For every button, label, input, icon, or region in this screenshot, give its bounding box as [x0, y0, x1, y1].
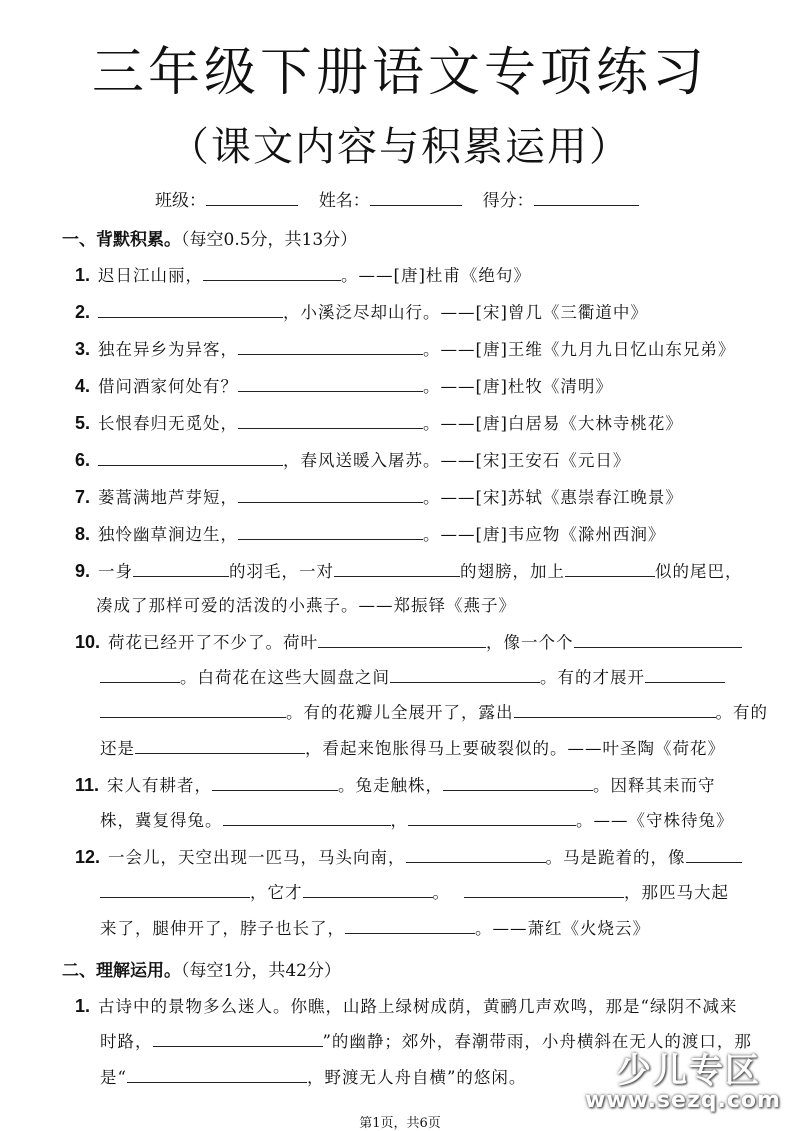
question-text: ，那匹马大起: [624, 883, 729, 902]
question-text: 一身: [98, 562, 134, 581]
section-1-note: （每空0.5分，共13分）: [181, 230, 358, 250]
score-label: 得分：: [482, 191, 534, 211]
question-text: 的羽毛，一对: [229, 562, 335, 581]
question-text: 。有的: [715, 703, 768, 722]
question-text: 独怜幽草涧边生，: [98, 525, 239, 544]
question-text: 宋人有耕者，: [107, 776, 213, 795]
question-text: 是“: [100, 1068, 127, 1087]
question-1: [75, 262, 531, 286]
question-text: 一会儿，天空出现一匹马，马头向南，: [108, 848, 406, 867]
question-number: 2.: [75, 302, 91, 322]
question-text: 。马是跪着的，像: [545, 848, 686, 867]
question-text: ，小溪泛尽却山行。——[宋]曾几《三衢道中》: [283, 303, 648, 322]
question-number: 8.: [75, 524, 91, 544]
question-text: 。因释其耒而守: [593, 776, 716, 795]
answer-blank[interactable]: [514, 701, 716, 719]
question-number: 3.: [75, 339, 91, 359]
question-text: 凑成了那样可爱的活泼的小燕子。——郑振铎《燕子》: [96, 596, 516, 615]
question-text: ，它才: [250, 883, 303, 902]
question-6: [75, 447, 630, 471]
question-11-line-2: [100, 807, 734, 831]
question-text: 。——《守株待兔》: [576, 811, 734, 830]
answer-blank[interactable]: [686, 846, 742, 864]
answer-blank[interactable]: [98, 449, 283, 467]
question-text: 古诗中的景物多么迷人。你瞧，山路上绿树成荫，黄鹂几声欢鸣，那是“绿阴不减来: [98, 997, 738, 1016]
section-1-heading: [62, 225, 357, 250]
question-9-line-2: [96, 592, 516, 616]
name-label: 姓名：: [318, 191, 370, 211]
question-text: ，: [390, 811, 408, 830]
question-4: [75, 373, 613, 397]
answer-blank[interactable]: [406, 846, 546, 864]
answer-blank[interactable]: [100, 666, 180, 684]
question-text: ”的幽静；郊外，春潮带雨，小舟横斜在无人的渡口，那: [322, 1032, 752, 1051]
question-text: ，像一个个: [486, 633, 574, 652]
answer-blank[interactable]: [645, 666, 725, 684]
question-11-line-1: [75, 772, 716, 796]
question-text: 长恨春归无觅处，: [98, 414, 239, 433]
page-title: 三年级下册语文专项练习: [91, 43, 708, 103]
question-10-line-1: [75, 629, 742, 653]
answer-blank[interactable]: [238, 523, 423, 541]
answer-blank[interactable]: [390, 666, 540, 684]
question-number: 10.: [75, 632, 101, 652]
answer-blank[interactable]: [318, 631, 486, 649]
answer-blank[interactable]: [100, 881, 250, 899]
answer-blank[interactable]: [238, 486, 423, 504]
answer-blank[interactable]: [303, 881, 433, 899]
section-2-label: 二、理解运用。: [62, 961, 181, 981]
answer-blank[interactable]: [98, 301, 283, 319]
answer-blank[interactable]: [238, 338, 423, 356]
question-text: ，野渡无人舟自横”的悠闲。: [306, 1068, 527, 1087]
question-text: 。——[唐]白居易《大林寺桃花》: [423, 414, 683, 433]
question-text: 时路，: [100, 1032, 153, 1051]
question-number: 5.: [75, 413, 91, 433]
question-text: 蒌蒿满地芦芽短，: [98, 488, 239, 507]
question-text: 来了，腿伸开了，脖子也长了，: [100, 919, 345, 938]
page-subtitle: （课文内容与积累运用）: [169, 124, 631, 170]
watermark-url: www.sezq.com: [585, 1088, 781, 1113]
part2-question-1-line-1: [75, 993, 737, 1017]
question-12-line-2: [100, 879, 729, 903]
question-12-line-3: [100, 915, 650, 939]
question-text: 。: [432, 883, 450, 902]
section-1-label: 一、背默积累。: [62, 230, 181, 250]
class-field[interactable]: [206, 188, 298, 206]
question-7: [75, 484, 683, 508]
question-12-line-1: [75, 844, 742, 868]
answer-blank[interactable]: [127, 1066, 307, 1084]
question-text: 。——[唐]王维《九月九日忆山东兄弟》: [423, 340, 736, 359]
question-text: 还是: [100, 739, 135, 758]
answer-blank[interactable]: [408, 809, 576, 827]
answer-blank[interactable]: [565, 560, 655, 578]
question-number: 11.: [75, 775, 100, 795]
question-10-line-3: [100, 699, 768, 723]
section-2-note: （每空1分，共42分）: [181, 961, 341, 981]
question-5: [75, 410, 683, 434]
question-text: 迟日江山丽，: [98, 266, 204, 285]
answer-blank[interactable]: [238, 375, 423, 393]
question-number: 9.: [75, 561, 91, 581]
question-text: 似的尾巴，: [655, 562, 743, 581]
question-text: 。白荷花在这些大圆盘之间: [180, 668, 390, 687]
answer-blank[interactable]: [100, 701, 286, 719]
answer-blank[interactable]: [443, 774, 593, 792]
question-text: 独在异乡为异客，: [98, 340, 239, 359]
question-2: [75, 299, 648, 323]
question-text: 。——[唐]杜甫《绝句》: [341, 266, 531, 285]
question-text: 株，冀复得兔。: [100, 811, 223, 830]
part2-question-1-line-3: [100, 1064, 526, 1088]
question-number: 4.: [75, 376, 91, 396]
score-field[interactable]: [534, 188, 639, 206]
question-text: 。——[宋]苏轼《惠崇春江晚景》: [423, 488, 683, 507]
answer-blank[interactable]: [334, 560, 460, 578]
question-number: 1.: [75, 265, 91, 285]
question-text: 的翅膀，加上: [460, 562, 566, 581]
question-text: ，看起来饱胀得马上要破裂似的。——叶圣陶《荷花》: [305, 739, 725, 758]
page-footer: 第1页，共6页: [359, 1116, 441, 1131]
question-10-line-2: [100, 664, 725, 688]
watermark-brand: 少儿专区: [617, 1051, 761, 1091]
name-field[interactable]: [370, 188, 462, 206]
question-number: 12.: [75, 847, 101, 867]
answer-blank[interactable]: [203, 264, 341, 282]
answer-blank[interactable]: [223, 809, 391, 827]
answer-blank[interactable]: [153, 1030, 323, 1048]
question-3: [75, 336, 735, 360]
question-text: 荷花已经开了不少了。荷叶: [108, 633, 319, 652]
question-number: 7.: [75, 487, 91, 507]
answer-blank[interactable]: [135, 737, 305, 755]
answer-blank[interactable]: [574, 631, 742, 649]
answer-blank[interactable]: [212, 774, 338, 792]
answer-blank[interactable]: [464, 881, 624, 899]
question-text: 。——[唐]韦应物《滁州西涧》: [423, 525, 666, 544]
section-2-heading: [62, 956, 341, 981]
question-10-line-4: [100, 735, 725, 759]
question-number: 1.: [75, 996, 91, 1016]
question-text: 。兔走触株，: [338, 776, 444, 795]
question-number: 6.: [75, 450, 91, 470]
question-text: 借问酒家何处有？: [98, 377, 239, 396]
answer-blank[interactable]: [133, 560, 229, 578]
class-label: 班级：: [155, 191, 206, 211]
answer-blank[interactable]: [345, 917, 475, 935]
question-9-line-1: [75, 558, 743, 582]
student-info-row: [155, 186, 639, 211]
question-8: [75, 521, 665, 545]
question-text: 。——萧红《火烧云》: [475, 919, 650, 938]
question-text: 。有的花瓣儿全展开了，露出: [286, 703, 514, 722]
question-text: 。有的才展开: [540, 668, 645, 687]
question-text: ，春风送暖入屠苏。——[宋]王安石《元日》: [283, 451, 631, 470]
question-text: 。——[唐]杜牧《清明》: [423, 377, 613, 396]
answer-blank[interactable]: [238, 412, 423, 430]
